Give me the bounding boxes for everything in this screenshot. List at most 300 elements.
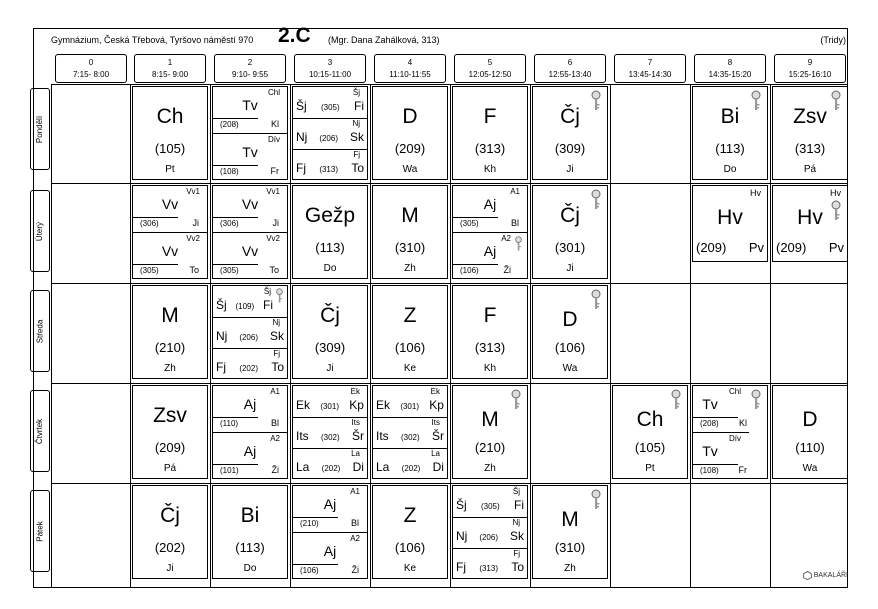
subject: Šj — [296, 99, 307, 113]
room: (106) — [394, 340, 426, 355]
lesson-cell[interactable] — [212, 485, 288, 579]
lesson-third — [373, 417, 447, 448]
lesson-third — [293, 118, 367, 149]
subject: Ch — [636, 408, 664, 431]
lesson-cell-split[interactable] — [212, 385, 288, 479]
teacher: Sk — [349, 130, 364, 144]
teacher: Pt — [165, 164, 175, 175]
group: Šj — [512, 487, 520, 496]
teacher: Do — [243, 563, 257, 574]
lesson-third — [453, 517, 527, 548]
lesson-third — [293, 149, 367, 180]
group: Its — [431, 418, 440, 427]
lesson-cell[interactable] — [292, 285, 368, 379]
teacher: Di — [352, 460, 364, 474]
lesson-cell[interactable] — [452, 385, 528, 479]
lesson-cell-triple[interactable] — [292, 385, 368, 479]
underline — [213, 165, 258, 166]
teacher: Wa — [802, 463, 818, 474]
lesson-cell[interactable] — [132, 485, 208, 579]
underline — [693, 417, 738, 418]
room: (305) — [220, 266, 239, 275]
room: (301) — [400, 402, 419, 411]
subject: Vv — [161, 196, 179, 212]
group: Šj — [352, 88, 360, 97]
subject: M — [561, 508, 579, 531]
subject: Hv — [717, 206, 743, 229]
teacher: Ži — [503, 265, 511, 275]
teacher: Fi — [262, 298, 273, 312]
lesson-cell[interactable] — [372, 285, 448, 379]
period-num: 1 — [167, 58, 173, 67]
day-label-monday — [30, 88, 50, 170]
room: (202) — [239, 364, 258, 373]
period-time: 12:55-13:40 — [548, 70, 592, 79]
teacher: Ke — [403, 363, 417, 374]
room: (306) — [140, 219, 159, 228]
group: Fj — [513, 549, 520, 558]
group: Ek — [430, 387, 440, 396]
lesson-half — [213, 233, 287, 279]
subject: Šj — [216, 298, 227, 312]
group: A1 — [510, 187, 520, 196]
lesson-cell-split[interactable] — [292, 485, 368, 579]
room: (108) — [220, 167, 239, 176]
subject: Aj — [483, 243, 497, 259]
period-time: 7:15- 8:00 — [72, 70, 110, 79]
subject: Vv — [241, 243, 259, 259]
subject: Aj — [243, 396, 257, 412]
lesson-cell-triple[interactable] — [212, 285, 288, 379]
room: (208) — [700, 419, 719, 428]
subject: La — [296, 460, 310, 474]
lesson-third — [213, 348, 287, 379]
group: Nj — [272, 318, 280, 327]
underline — [293, 517, 338, 518]
lesson-half — [453, 233, 527, 279]
room: (313) — [794, 141, 826, 156]
underline — [453, 264, 498, 265]
lesson-cell[interactable] — [372, 86, 448, 180]
lesson-cell[interactable] — [532, 485, 608, 579]
room: (106) — [554, 340, 586, 355]
group: Hv — [750, 188, 761, 198]
room: (313) — [474, 141, 506, 156]
logo-text: BAKALÁŘI — [813, 572, 848, 579]
teacher: To — [271, 360, 284, 374]
period-time: 11:10-11:55 — [389, 70, 431, 79]
class-teacher: (Mgr. Dana Zahálková, 313) — [328, 35, 440, 45]
teacher: Bl — [350, 518, 359, 528]
subject: D — [802, 408, 818, 431]
period-time: 12:05-12:50 — [468, 70, 512, 79]
lesson-cell[interactable] — [452, 285, 528, 379]
lesson-cell[interactable] — [132, 86, 208, 180]
period-header-9 — [774, 54, 846, 83]
lesson-half — [133, 186, 207, 232]
lesson-cell[interactable] — [692, 86, 768, 180]
lesson-half — [293, 533, 367, 579]
subject: Šj — [456, 498, 467, 512]
teacher: Kh — [483, 164, 497, 175]
room: (301) — [320, 402, 339, 411]
subject: Aj — [323, 543, 337, 559]
room: (206) — [479, 533, 498, 542]
grid-line — [290, 84, 291, 588]
teacher: Wa — [562, 363, 578, 374]
teacher: Kh — [483, 363, 497, 374]
teacher: Di — [432, 460, 444, 474]
day-label-tuesday — [30, 190, 50, 272]
teacher: Do — [723, 164, 737, 175]
underline — [213, 264, 258, 265]
room: (313) — [474, 340, 506, 355]
group: Dív — [729, 434, 741, 443]
teacher: Fi — [353, 99, 364, 113]
lesson-half — [293, 486, 367, 532]
teacher: Fr — [270, 166, 279, 176]
lesson-third — [293, 417, 367, 448]
subject: F — [483, 304, 497, 327]
room: (113) — [315, 240, 345, 255]
day-label-thursday — [30, 390, 50, 472]
period-time: 13:45-14:30 — [628, 70, 672, 79]
teacher: Sk — [269, 329, 284, 343]
room: (105) — [634, 440, 666, 455]
room: (209) — [776, 240, 807, 255]
period-num: 8 — [727, 58, 733, 67]
teacher: Ji — [166, 563, 174, 574]
period-header-4 — [374, 54, 446, 83]
room: (202) — [154, 540, 186, 555]
grid-line — [210, 84, 211, 588]
grid-line — [530, 84, 531, 588]
room: (305) — [140, 266, 159, 275]
lesson-cell[interactable] — [772, 86, 848, 180]
lesson-third — [213, 317, 287, 348]
room: (110) — [220, 419, 239, 428]
subject: Vv — [161, 243, 179, 259]
group: Fj — [273, 349, 280, 358]
period-header-1 — [134, 54, 206, 83]
room: (313) — [319, 165, 338, 174]
group: Šj — [263, 287, 271, 296]
lesson-cell-triple[interactable] — [292, 86, 368, 180]
period-header-2 — [214, 54, 286, 83]
teacher: Ji — [272, 218, 279, 228]
subject: La — [376, 460, 390, 474]
subject: Tv — [242, 97, 258, 113]
room: (208) — [220, 120, 239, 129]
teacher: Ži — [271, 465, 279, 475]
teacher: Sk — [509, 529, 524, 543]
group: Chl — [728, 387, 741, 396]
lesson-cell-triple[interactable] — [452, 485, 528, 579]
grid-line — [370, 84, 371, 588]
teacher: Ži — [351, 565, 359, 575]
teacher: Šr — [351, 429, 364, 443]
teacher: Pv — [828, 240, 844, 255]
room: (305) — [460, 219, 479, 228]
subject: Čj — [320, 304, 340, 327]
day-text: Pondělí — [35, 115, 45, 143]
subject: Aj — [243, 443, 257, 459]
teacher: Pá — [803, 164, 817, 175]
room: (302) — [320, 433, 340, 442]
teacher: Ji — [566, 164, 574, 175]
grid-line — [690, 84, 691, 588]
group: Fj — [353, 150, 360, 159]
teacher: Ji — [566, 263, 574, 274]
class-name: 2.C — [278, 24, 311, 47]
underline — [453, 217, 498, 218]
teacher: Šr — [431, 429, 444, 443]
underline — [293, 564, 338, 565]
lesson-third — [453, 486, 527, 517]
teacher: Kl — [738, 418, 747, 428]
room: (306) — [220, 219, 239, 228]
group: A1 — [350, 487, 360, 496]
lesson-half — [453, 186, 527, 232]
subject: Vv — [241, 196, 259, 212]
subject: Ek — [296, 398, 311, 412]
subject: D — [402, 105, 418, 128]
grid-line — [770, 84, 771, 588]
period-header-5 — [454, 54, 526, 83]
underline — [213, 417, 258, 418]
room: (106) — [460, 266, 479, 275]
lesson-third — [213, 286, 287, 317]
room: (305) — [480, 502, 500, 511]
subject: Tv — [702, 443, 718, 459]
lesson-cell-split[interactable] — [132, 185, 208, 279]
lesson-cell[interactable] — [532, 86, 608, 180]
lesson-cell-split[interactable] — [212, 185, 288, 279]
room: (206) — [239, 333, 258, 342]
teacher: Wa — [402, 164, 418, 175]
underline — [213, 217, 258, 218]
room-teacher — [776, 240, 844, 255]
bakalari-logo — [803, 571, 848, 580]
lesson-third — [373, 448, 447, 479]
period-time: 8:15- 9:00 — [151, 70, 189, 79]
underline — [213, 118, 258, 119]
lesson-cell[interactable] — [132, 285, 208, 379]
subject: Its — [296, 429, 309, 443]
subject: Fj — [296, 161, 306, 175]
teacher: Kl — [270, 119, 279, 129]
room: (106) — [394, 540, 426, 555]
lesson-half — [213, 386, 287, 432]
room: (206) — [319, 134, 338, 143]
room: (113) — [235, 540, 265, 555]
room: (105) — [154, 141, 186, 156]
underline — [133, 217, 178, 218]
room: (310) — [394, 240, 426, 255]
subject: Nj — [296, 130, 308, 144]
period-header-7 — [614, 54, 686, 83]
room: (309) — [314, 340, 346, 355]
subject: Čj — [560, 105, 580, 128]
group: Vv1 — [186, 187, 200, 196]
day-label-wednesday — [30, 290, 50, 372]
subject: Zsv — [793, 105, 827, 128]
room: (202) — [321, 464, 341, 473]
subject: D — [562, 308, 578, 331]
room: (210) — [154, 340, 186, 355]
teacher: Bl — [510, 218, 519, 228]
lesson-third — [293, 87, 367, 118]
day-text: Úterý — [35, 221, 45, 241]
subject: Bi — [720, 105, 740, 128]
room: (210) — [474, 440, 506, 455]
lesson-half — [213, 186, 287, 232]
grid-line — [450, 84, 451, 588]
subject: Z — [403, 504, 417, 527]
teacher: Bl — [270, 418, 279, 428]
teacher: Do — [323, 263, 337, 274]
room: (313) — [479, 564, 498, 573]
group: Ek — [350, 387, 360, 396]
room: (113) — [715, 141, 745, 156]
subject: Z — [403, 304, 417, 327]
subject: F — [483, 105, 497, 128]
day-text: Pátek — [35, 520, 45, 542]
group: A2 — [501, 234, 511, 243]
teacher: Fr — [738, 465, 747, 475]
period-num: 7 — [647, 58, 653, 67]
subject: Ek — [376, 398, 391, 412]
subject: Its — [376, 429, 389, 443]
lesson-cell[interactable] — [532, 285, 608, 379]
subject: Tv — [702, 396, 718, 412]
group: Vv2 — [186, 234, 200, 243]
room: (106) — [300, 566, 319, 575]
subject: Nj — [216, 329, 228, 343]
lesson-third — [373, 386, 447, 417]
lesson-third — [293, 448, 367, 479]
subject: Aj — [323, 496, 337, 512]
teacher: Ji — [192, 218, 199, 228]
teacher: Pv — [748, 240, 764, 255]
subject: Čj — [160, 504, 180, 527]
teacher: Zh — [484, 463, 496, 474]
underline — [693, 464, 738, 465]
lesson-cell-triple[interactable] — [372, 385, 448, 479]
room: (302) — [400, 433, 420, 442]
group: Dív — [268, 135, 280, 144]
subject: M — [401, 204, 419, 227]
group: Chl — [267, 88, 280, 97]
lesson-cell[interactable] — [772, 185, 848, 262]
room: (209) — [394, 141, 426, 156]
teacher: Fi — [513, 498, 524, 512]
room: (108) — [700, 466, 719, 475]
period-num: 0 — [88, 58, 94, 67]
lesson-cell[interactable] — [372, 485, 448, 579]
lesson-cell[interactable] — [612, 385, 688, 479]
room: (305) — [320, 103, 340, 112]
subject: M — [481, 408, 499, 431]
grid-line — [610, 84, 611, 588]
subject: M — [161, 304, 179, 327]
period-header-3 — [294, 54, 366, 83]
teacher: To — [511, 560, 524, 574]
lesson-cell[interactable] — [532, 185, 608, 279]
period-header-0 — [55, 54, 127, 83]
teacher: Zh — [564, 563, 576, 574]
lesson-cell[interactable] — [372, 185, 448, 279]
group: A2 — [270, 434, 280, 443]
room: (301) — [554, 240, 586, 255]
room: (209) — [154, 440, 186, 455]
day-label-friday — [30, 490, 50, 572]
lesson-half — [693, 433, 767, 479]
lesson-cell[interactable] — [292, 185, 368, 279]
lesson-half — [693, 386, 767, 432]
room-teacher — [696, 240, 764, 255]
period-num: 9 — [807, 58, 813, 67]
day-text: Čtvrtek — [35, 418, 45, 444]
lesson-cell[interactable] — [132, 385, 208, 479]
grid-line — [130, 84, 131, 588]
room: (202) — [401, 464, 421, 473]
subject: Aj — [483, 196, 497, 212]
hexagon-icon — [803, 571, 812, 580]
subject: Fj — [216, 360, 226, 374]
period-header-8 — [694, 54, 766, 83]
subject: Tv — [242, 144, 258, 160]
period-num: 2 — [247, 58, 253, 67]
period-time: 9:10- 9:55 — [231, 70, 269, 79]
room: (110) — [795, 440, 825, 455]
period-num: 6 — [567, 58, 573, 67]
subject: Nj — [456, 529, 468, 543]
group: A1 — [270, 387, 280, 396]
grid-line — [51, 84, 52, 588]
group: Its — [351, 418, 360, 427]
group: Vv1 — [266, 187, 280, 196]
teacher: Kp — [349, 398, 364, 412]
lesson-half — [133, 233, 207, 279]
group: La — [431, 449, 440, 458]
group: Hv — [830, 188, 841, 198]
period-time: 15:25-16:10 — [788, 70, 832, 79]
lesson-cell[interactable] — [772, 385, 848, 479]
lesson-cell[interactable] — [452, 86, 528, 180]
day-text: Středa — [35, 319, 45, 343]
teacher: To — [189, 265, 199, 275]
room: (209) — [696, 240, 727, 255]
lesson-half — [213, 134, 287, 180]
lesson-cell-split[interactable] — [692, 385, 768, 479]
period-num: 4 — [407, 58, 413, 67]
underline — [133, 264, 178, 265]
room: (309) — [554, 141, 586, 156]
underline — [213, 464, 258, 465]
teacher: To — [351, 161, 364, 175]
teacher: Ke — [403, 563, 417, 574]
subject: Hv — [797, 206, 823, 229]
lesson-cell-split[interactable] — [212, 86, 288, 180]
teacher: To — [269, 265, 279, 275]
room: (210) — [300, 519, 319, 528]
lesson-cell[interactable] — [692, 185, 768, 262]
subject: Bi — [240, 504, 260, 527]
group: Nj — [352, 119, 360, 128]
lesson-cell-split[interactable] — [452, 185, 528, 279]
teacher: Pt — [645, 463, 655, 474]
